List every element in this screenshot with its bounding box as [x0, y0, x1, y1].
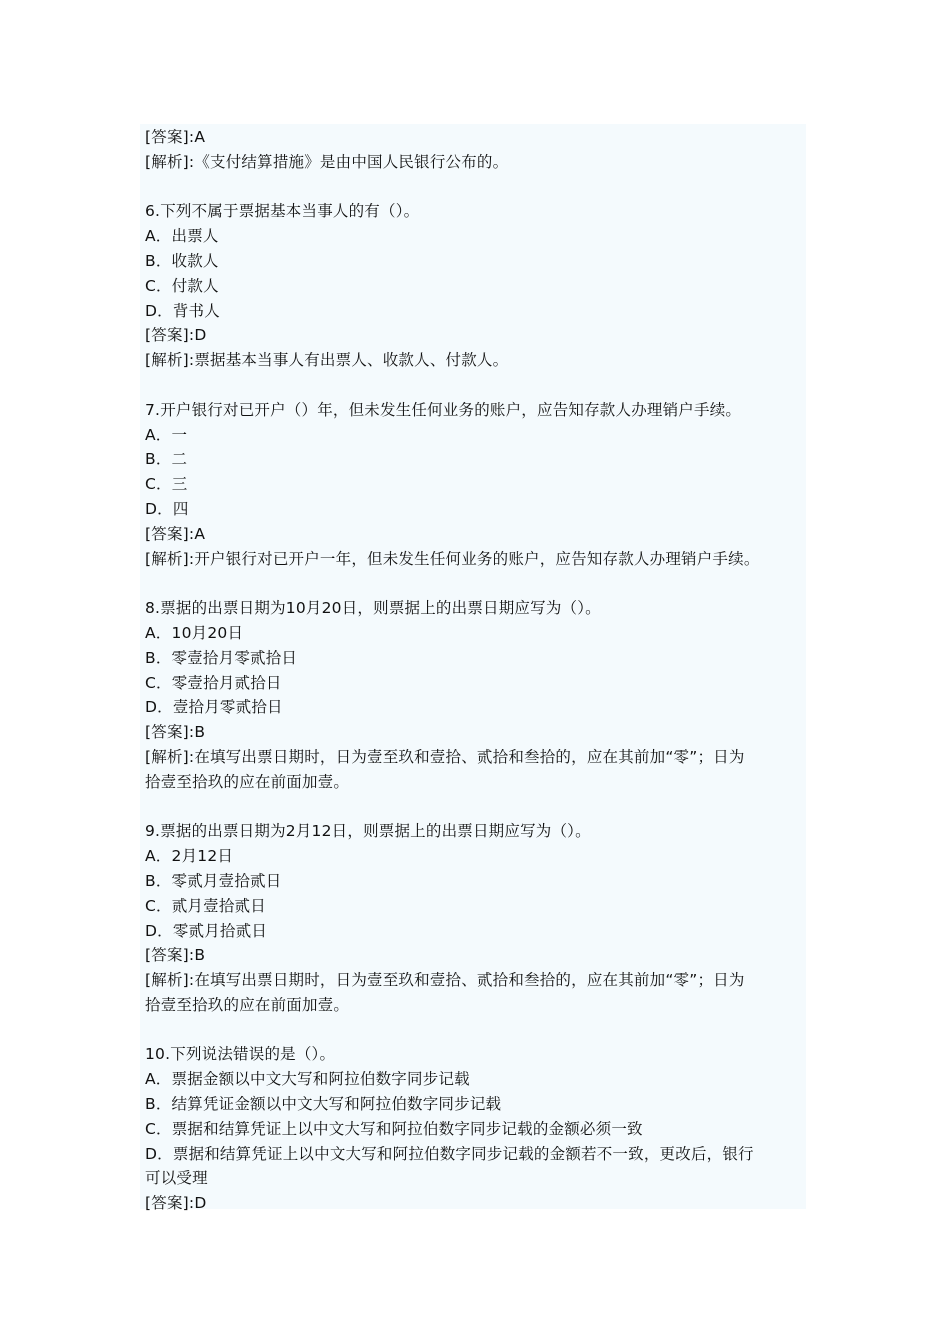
- q9-stem: 9.票据的出票日期为2月12日，则票据上的出票日期应写为（）。: [145, 822, 591, 841]
- q7-option-c: C．三: [145, 475, 188, 494]
- spacer: [145, 795, 805, 820]
- q8-option-d: D．壹拾月零贰拾日: [145, 698, 283, 717]
- q9-option-a: A．2月12日: [145, 847, 234, 866]
- spacer: [145, 571, 805, 596]
- q9-option-d: D．零贰月拾贰日: [145, 921, 268, 940]
- q9-option-b: B．零贰月壹拾贰日: [145, 871, 282, 890]
- q8-stem: 8.票据的出票日期为10月20日，则票据上的出票日期应写为（）。: [145, 599, 601, 618]
- q7-analysis: [解析]:开户银行对已开户一年，但未发生任何业务的账户，应告知存款人办理销户手续。: [145, 549, 760, 568]
- q10-answer: [答案]:D: [145, 1194, 207, 1213]
- q8-option-a: A．10月20日: [145, 623, 244, 642]
- spacer: [145, 175, 805, 200]
- q9-analysis-line-2: 拾壹至拾玖的应在前面加壹。: [145, 995, 350, 1014]
- q5-analysis: [解析]:《支付结算措施》是由中国人民银行公布的。: [145, 152, 509, 171]
- q7-option-a: A．一: [145, 425, 188, 444]
- q10-option-c: C．票据和结算凭证上以中文大写和阿拉伯数字同步记载的金额必须一致: [145, 1119, 643, 1138]
- q10-option-a: A．票据金额以中文大写和阿拉伯数字同步记载: [145, 1070, 470, 1089]
- q9-option-c: C．贰月壹拾贰日: [145, 896, 266, 915]
- q8-answer: [答案]:B: [145, 723, 206, 742]
- q5-answer: [答案]:A: [145, 128, 206, 146]
- q8-option-c: C．零壹拾月贰拾日: [145, 673, 282, 692]
- q9-analysis-line-1: [解析]:在填写出票日期时，日为壹至玖和壹拾、贰拾和叁拾的，应在其前加“零”；日为: [145, 971, 745, 990]
- q8-analysis-line-1: [解析]:在填写出票日期时，日为壹至玖和壹拾、贰拾和叁拾的，应在其前加“零”；日为: [145, 747, 745, 766]
- q7-answer: [答案]:A: [145, 524, 206, 543]
- spacer: [145, 1018, 805, 1043]
- q10-option-d-line-2: 可以受理: [145, 1169, 208, 1188]
- q6-option-d: D．背书人: [145, 301, 220, 320]
- q6-option-a: A．出票人: [145, 227, 219, 246]
- q6-analysis: [解析]:票据基本当事人有出票人、收款人、付款人。: [145, 351, 509, 370]
- q6-option-c: C．付款人: [145, 276, 219, 295]
- q7-stem: 7.开户银行对已开户（）年，但未发生任何业务的账户，应告知存款人办理销户手续。: [145, 400, 742, 419]
- q10-option-d-line-1: D．票据和结算凭证上以中文大写和阿拉伯数字同步记载的金额若不一致，更改后，银行: [145, 1144, 754, 1163]
- q8-option-b: B．零壹拾月零贰拾日: [145, 648, 298, 667]
- q9-answer: [答案]:B: [145, 946, 206, 965]
- q7-option-d: D．四: [145, 499, 189, 518]
- q7-option-b: B．二: [145, 450, 188, 469]
- q8-analysis-line-2: 拾壹至拾玖的应在前面加壹。: [145, 772, 350, 791]
- q10-option-b: B．结算凭证金额以中文大写和阿拉伯数字同步记载: [145, 1095, 502, 1114]
- document-body: [145, 125, 805, 1216]
- spacer: [145, 373, 805, 398]
- q10-stem: 10.下列说法错误的是（）。: [145, 1045, 336, 1064]
- q6-answer: [答案]:D: [145, 326, 207, 345]
- q6-stem: 6.下列不属于票据基本当事人的有（）。: [145, 202, 420, 221]
- q6-option-b: B．收款人: [145, 251, 219, 270]
